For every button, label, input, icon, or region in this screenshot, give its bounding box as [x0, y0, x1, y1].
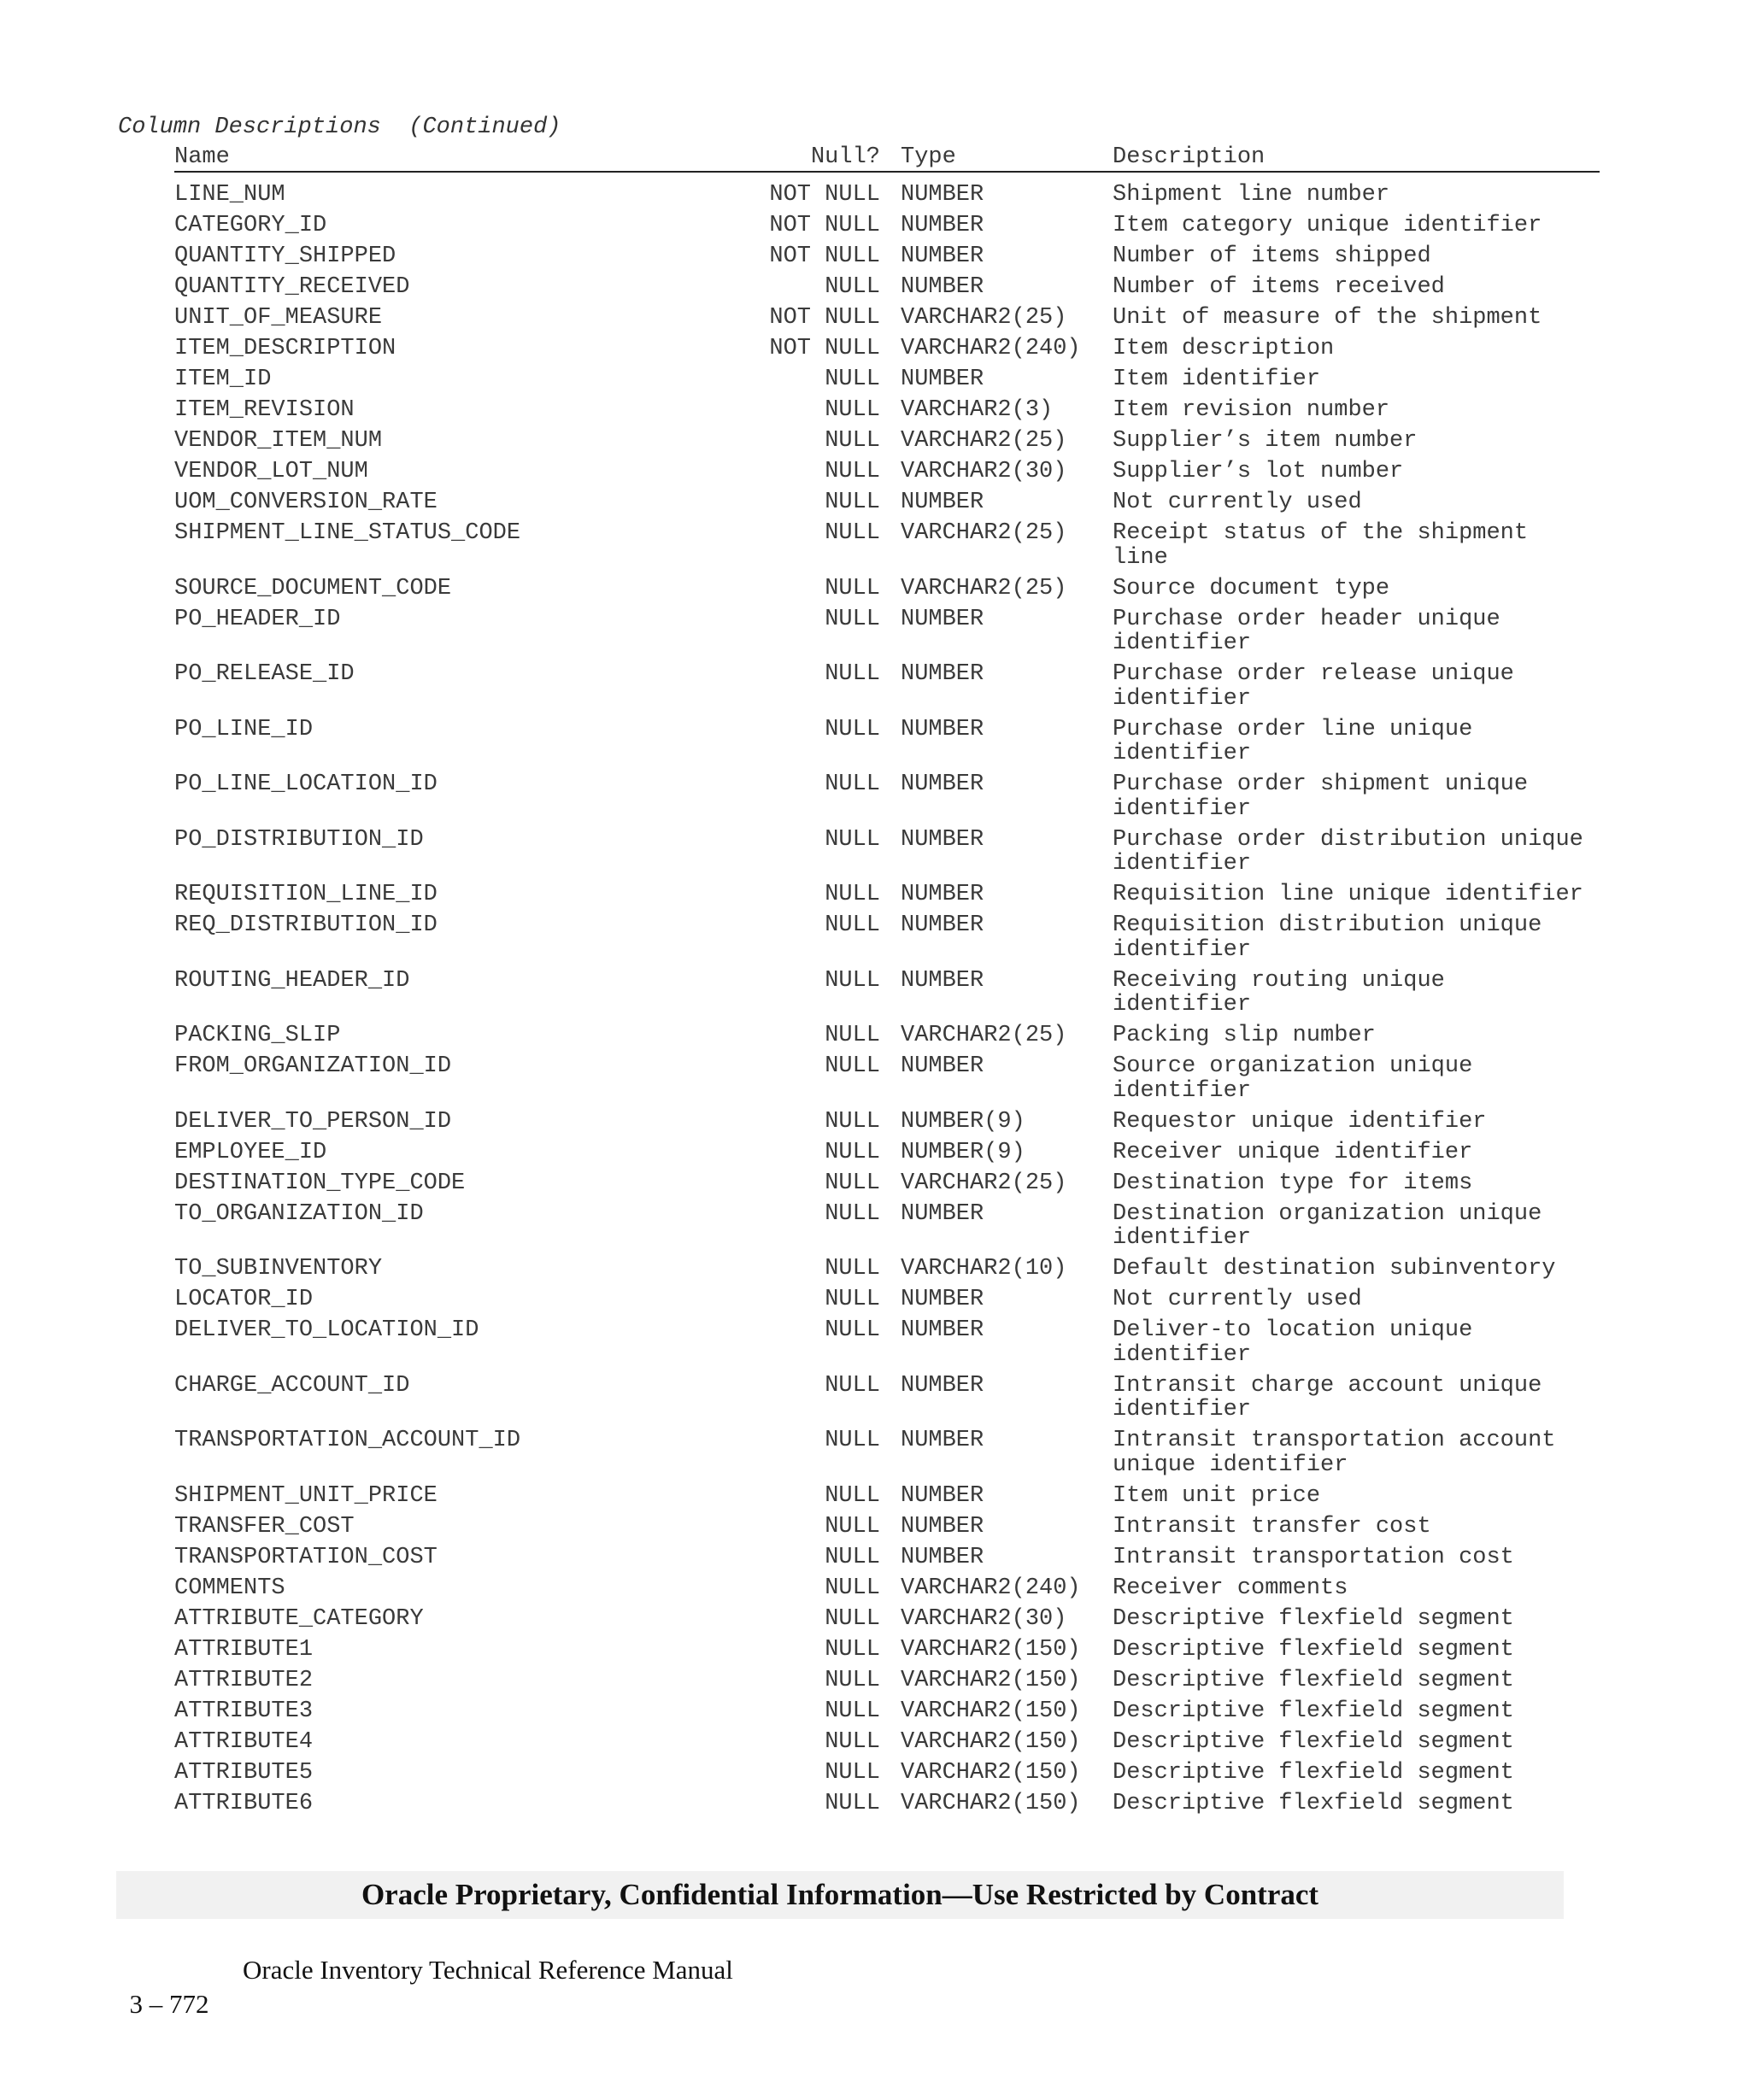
cell-name: ATTRIBUTE5	[174, 1759, 314, 1786]
cell-name: CHARGE_ACCOUNT_ID	[174, 1372, 410, 1399]
cell-null: NULL	[825, 1513, 880, 1540]
cell-description: Item identifier	[1113, 367, 1321, 392]
cell-null: NULL	[825, 1698, 880, 1724]
cell-null: NULL	[825, 1428, 880, 1453]
cell-type: NUMBER	[901, 243, 984, 269]
cell-name: PACKING_SLIP	[174, 1023, 341, 1048]
cell-description: Intransit charge account unique identifier	[1113, 1372, 1542, 1422]
cell-type: VARCHAR2(10)	[901, 1256, 1067, 1282]
cell-null: NULL	[825, 716, 880, 742]
table-row	[174, 521, 1600, 577]
cell-description: Descriptive flexfield segment	[1113, 1790, 1514, 1816]
cell-null: NULL	[825, 274, 880, 300]
cell-description: Descriptive flexfield segment	[1113, 1605, 1514, 1632]
cell-type: NUMBER	[901, 1200, 984, 1227]
cell-name: REQ_DISTRIBUTION_ID	[174, 912, 438, 938]
cell-description: Intransit transportation account unique identifier	[1113, 1428, 1556, 1478]
header-null: Null?	[810, 144, 880, 170]
cell-type: VARCHAR2(30)	[901, 1605, 1067, 1632]
cell-null: NULL	[825, 490, 880, 515]
cell-description: Number of items received	[1113, 274, 1445, 300]
cell-description: Descriptive flexfield segment	[1113, 1759, 1514, 1786]
cell-name: PO_HEADER_ID	[174, 606, 341, 632]
cell-type: VARCHAR2(150)	[901, 1728, 1081, 1755]
table-row	[174, 1171, 1600, 1202]
cell-null: NULL	[825, 1728, 880, 1755]
cell-null: NOT NULL	[769, 243, 880, 269]
table-row	[174, 1257, 1600, 1288]
cell-null: NULL	[825, 397, 880, 423]
cell-description: Supplier’s lot number	[1113, 459, 1404, 484]
cell-name: FROM_ORGANIZATION_ID	[174, 1053, 452, 1079]
cell-name: DESTINATION_TYPE_CODE	[174, 1170, 466, 1196]
cell-null: NULL	[825, 1108, 880, 1135]
table-row	[174, 1638, 1600, 1669]
cell-null: NULL	[825, 1790, 880, 1816]
cell-name: ATTRIBUTE6	[174, 1790, 314, 1816]
cell-null: NULL	[825, 575, 880, 601]
cell-type: NUMBER	[901, 1287, 984, 1312]
cell-type: NUMBER	[901, 1372, 984, 1399]
table-row	[174, 214, 1600, 244]
cell-name: LINE_NUM	[174, 182, 285, 208]
cell-name: ROUTING_HEADER_ID	[174, 967, 410, 994]
cell-description: Purchase order release unique identifier	[1113, 661, 1514, 712]
cell-name: DELIVER_TO_PERSON_ID	[174, 1108, 452, 1135]
cell-null: NULL	[825, 882, 880, 907]
cell-null: NULL	[825, 1372, 880, 1399]
cell-description: Receiver unique identifier	[1113, 1139, 1473, 1165]
cell-description: Purchase order distribution unique identifier	[1113, 826, 1583, 877]
table-row	[174, 883, 1600, 913]
cell-null: NULL	[825, 1023, 880, 1048]
cell-description: Requestor unique identifier	[1113, 1108, 1487, 1135]
table-row	[174, 1110, 1600, 1141]
cell-type: VARCHAR2(30)	[901, 459, 1067, 484]
table-row	[174, 490, 1600, 521]
cell-null: NULL	[825, 1256, 880, 1282]
cell-type: NUMBER	[901, 606, 984, 632]
cell-description: Number of items shipped	[1113, 243, 1431, 269]
table-row	[174, 306, 1600, 337]
table-row	[174, 1515, 1600, 1546]
table-row	[174, 1428, 1600, 1484]
cell-description: Source organization unique identifier	[1113, 1053, 1473, 1104]
cell-description: Purchase order line unique identifier	[1113, 716, 1473, 766]
cell-type: VARCHAR2(25)	[901, 520, 1067, 546]
cell-type: VARCHAR2(3)	[901, 397, 1054, 423]
cell-null: NULL	[825, 661, 880, 687]
table-row	[174, 1761, 1600, 1792]
cell-type: VARCHAR2(25)	[901, 1170, 1067, 1196]
table-row	[174, 1374, 1600, 1429]
cell-name: COMMENTS	[174, 1575, 285, 1601]
table-row	[174, 1141, 1600, 1171]
cell-name: PO_RELEASE_ID	[174, 661, 355, 687]
table-caption: Column Descriptions (Continued)	[118, 114, 561, 140]
cell-description: Shipment line number	[1113, 182, 1390, 208]
cell-type: NUMBER	[901, 826, 984, 853]
cell-description: Intransit transportation cost	[1113, 1544, 1514, 1570]
cell-description: Item unit price	[1113, 1482, 1321, 1509]
cell-null: NULL	[825, 606, 880, 632]
cell-null: NULL	[825, 367, 880, 392]
cell-name: TRANSFER_COST	[174, 1513, 355, 1540]
cell-type: NUMBER	[901, 716, 984, 742]
cell-type: VARCHAR2(25)	[901, 575, 1067, 601]
table-row	[174, 429, 1600, 460]
cell-null: NOT NULL	[769, 213, 880, 238]
table-row	[174, 607, 1600, 663]
table-row	[174, 913, 1600, 969]
cell-null: NULL	[825, 967, 880, 994]
cell-name: CATEGORY_ID	[174, 213, 327, 238]
cell-type: VARCHAR2(25)	[901, 428, 1067, 454]
cell-type: NUMBER(9)	[901, 1108, 1025, 1135]
cell-null: NULL	[825, 1482, 880, 1509]
cell-description: Destination organization unique identifier	[1113, 1200, 1542, 1251]
cell-description: Packing slip number	[1113, 1023, 1376, 1048]
header-name: Name	[174, 144, 230, 170]
table-row	[174, 337, 1600, 367]
cell-null: NULL	[825, 1317, 880, 1343]
cell-name: VENDOR_LOT_NUM	[174, 459, 368, 484]
cell-type: NUMBER	[901, 1482, 984, 1509]
table-row	[174, 1546, 1600, 1576]
cell-description: Intransit transfer cost	[1113, 1513, 1431, 1540]
cell-type: NUMBER(9)	[901, 1139, 1025, 1165]
cell-name: PO_DISTRIBUTION_ID	[174, 826, 424, 853]
table-row	[174, 1669, 1600, 1699]
cell-name: PO_LINE_ID	[174, 716, 314, 742]
confidential-banner: Oracle Proprietary, Confidential Information––Use Restricted by Contract	[116, 1871, 1564, 1919]
cell-name: DELIVER_TO_LOCATION_ID	[174, 1317, 479, 1343]
cell-description: Item description	[1113, 336, 1335, 361]
table-row	[174, 1318, 1600, 1374]
cell-name: SHIPMENT_LINE_STATUS_CODE	[174, 520, 521, 546]
cell-type: VARCHAR2(240)	[901, 1575, 1081, 1601]
cell-description: Item revision number	[1113, 397, 1390, 423]
cell-type: NUMBER	[901, 1053, 984, 1079]
table-row	[174, 1699, 1600, 1730]
cell-name: SHIPMENT_UNIT_PRICE	[174, 1482, 438, 1509]
cell-type: NUMBER	[901, 967, 984, 994]
header-type: Type	[901, 144, 956, 170]
cell-type: VARCHAR2(25)	[901, 1023, 1067, 1048]
cell-description: Descriptive flexfield segment	[1113, 1728, 1514, 1755]
cell-description: Destination type for items	[1113, 1170, 1473, 1196]
table-row	[174, 183, 1600, 214]
cell-type: VARCHAR2(150)	[901, 1698, 1081, 1724]
table-body	[174, 173, 1600, 1822]
cell-type: VARCHAR2(150)	[901, 1790, 1081, 1816]
cell-type: NUMBER	[901, 274, 984, 300]
table-row	[174, 662, 1600, 718]
table-row	[174, 828, 1600, 883]
table-row	[174, 969, 1600, 1024]
cell-type: NUMBER	[901, 1513, 984, 1540]
cell-null: NULL	[825, 428, 880, 454]
table-row	[174, 718, 1600, 773]
table-row	[174, 1730, 1600, 1761]
cell-name: PO_LINE_LOCATION_ID	[174, 771, 438, 797]
cell-null: NULL	[825, 1200, 880, 1227]
cell-name: ATTRIBUTE3	[174, 1698, 314, 1724]
cell-description: Descriptive flexfield segment	[1113, 1667, 1514, 1693]
cell-name: ATTRIBUTE4	[174, 1728, 314, 1755]
cell-description: Purchase order shipment unique identifier	[1113, 771, 1529, 822]
table-header	[174, 144, 1600, 173]
cell-description: Deliver-to location unique identifier	[1113, 1317, 1473, 1368]
cell-null: NULL	[825, 1667, 880, 1693]
cell-name: ITEM_DESCRIPTION	[174, 336, 396, 361]
table-row	[174, 1288, 1600, 1318]
cell-type: NUMBER	[901, 1317, 984, 1343]
table-row	[174, 1792, 1600, 1822]
cell-null: NULL	[825, 1575, 880, 1601]
cell-null: NULL	[825, 1636, 880, 1663]
cell-name: REQUISITION_LINE_ID	[174, 882, 438, 907]
cell-name: ATTRIBUTE2	[174, 1667, 314, 1693]
cell-name: VENDOR_ITEM_NUM	[174, 428, 383, 454]
cell-description: Descriptive flexfield segment	[1113, 1698, 1514, 1724]
cell-name: QUANTITY_RECEIVED	[174, 274, 410, 300]
cell-name: EMPLOYEE_ID	[174, 1139, 327, 1165]
cell-type: NUMBER	[901, 912, 984, 938]
page-footer	[116, 1953, 733, 2056]
cell-name: UOM_CONVERSION_RATE	[174, 490, 438, 515]
cell-type: VARCHAR2(25)	[901, 305, 1067, 331]
cell-description: Purchase order header unique identifier	[1113, 606, 1500, 656]
table-row	[174, 244, 1600, 275]
cell-type: NUMBER	[901, 882, 984, 907]
table-row	[174, 1484, 1600, 1515]
cell-type: NUMBER	[901, 367, 984, 392]
page-number: 3 – 772	[129, 1989, 209, 2019]
cell-null: NULL	[825, 1759, 880, 1786]
cell-type: NUMBER	[901, 213, 984, 238]
cell-name: ATTRIBUTE_CATEGORY	[174, 1605, 424, 1632]
cell-description: Requisition line unique identifier	[1113, 882, 1583, 907]
column-descriptions-table	[174, 144, 1600, 1822]
table-row	[174, 1202, 1600, 1258]
cell-null: NULL	[825, 826, 880, 853]
cell-name: ATTRIBUTE1	[174, 1636, 314, 1663]
cell-type: NUMBER	[901, 182, 984, 208]
cell-null: NULL	[825, 1170, 880, 1196]
cell-null: NOT NULL	[769, 182, 880, 208]
cell-description: Not currently used	[1113, 1287, 1362, 1312]
cell-type: NUMBER	[901, 490, 984, 515]
table-row	[174, 1024, 1600, 1054]
cell-null: NULL	[825, 1287, 880, 1312]
cell-name: ITEM_ID	[174, 367, 272, 392]
manual-title: Oracle Inventory Technical Reference Manual	[243, 1955, 733, 1985]
table-row	[174, 772, 1600, 828]
cell-name: QUANTITY_SHIPPED	[174, 243, 396, 269]
cell-type: VARCHAR2(150)	[901, 1667, 1081, 1693]
cell-type: VARCHAR2(240)	[901, 336, 1081, 361]
cell-type: VARCHAR2(150)	[901, 1636, 1081, 1663]
cell-null: NULL	[825, 1139, 880, 1165]
cell-name: TRANSPORTATION_COST	[174, 1544, 438, 1570]
cell-null: NULL	[825, 1605, 880, 1632]
cell-description: Receipt status of the shipment line	[1113, 520, 1529, 571]
cell-description: Item category unique identifier	[1113, 213, 1542, 238]
cell-type: NUMBER	[901, 661, 984, 687]
cell-description: Source document type	[1113, 575, 1390, 601]
cell-type: NUMBER	[901, 1544, 984, 1570]
cell-name: UNIT_OF_MEASURE	[174, 305, 383, 331]
cell-name: TO_ORGANIZATION_ID	[174, 1200, 424, 1227]
cell-name: TRANSPORTATION_ACCOUNT_ID	[174, 1428, 521, 1453]
cell-name: LOCATOR_ID	[174, 1287, 314, 1312]
table-row	[174, 1607, 1600, 1638]
cell-description: Not currently used	[1113, 490, 1362, 515]
cell-type: NUMBER	[901, 771, 984, 797]
cell-null: NULL	[825, 520, 880, 546]
cell-description: Default destination subinventory	[1113, 1256, 1556, 1282]
cell-null: NOT NULL	[769, 305, 880, 331]
cell-description: Receiver comments	[1113, 1575, 1348, 1601]
table-row	[174, 460, 1600, 490]
cell-null: NULL	[825, 459, 880, 484]
cell-name: ITEM_REVISION	[174, 397, 355, 423]
cell-type: NUMBER	[901, 1428, 984, 1453]
cell-null: NULL	[825, 912, 880, 938]
table-row	[174, 1054, 1600, 1110]
table-row	[174, 1576, 1600, 1607]
cell-description: Receiving routing unique identifier	[1113, 967, 1445, 1018]
cell-type: VARCHAR2(150)	[901, 1759, 1081, 1786]
cell-null: NULL	[825, 1053, 880, 1079]
table-row	[174, 398, 1600, 429]
header-description: Description	[1113, 144, 1266, 170]
cell-description: Requisition distribution unique identifier	[1113, 912, 1542, 963]
cell-null: NOT NULL	[769, 336, 880, 361]
table-row	[174, 367, 1600, 398]
cell-name: TO_SUBINVENTORY	[174, 1256, 383, 1282]
table-row	[174, 275, 1600, 306]
cell-description: Supplier’s item number	[1113, 428, 1418, 454]
cell-description: Descriptive flexfield segment	[1113, 1636, 1514, 1663]
cell-null: NULL	[825, 1544, 880, 1570]
cell-description: Unit of measure of the shipment	[1113, 305, 1542, 331]
cell-null: NULL	[825, 771, 880, 797]
table-row	[174, 577, 1600, 607]
cell-name: SOURCE_DOCUMENT_CODE	[174, 575, 452, 601]
